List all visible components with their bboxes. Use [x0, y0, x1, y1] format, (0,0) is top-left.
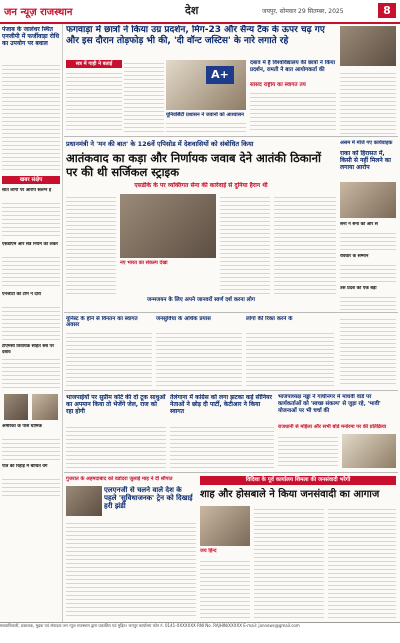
top-story-body-2 — [166, 120, 246, 132]
right-mid-item: उस प्रदेश की एक बड़ी — [340, 286, 377, 291]
bottom-right-headline: शाह और होसबाले ने किया जनसंवादी का आगाज — [200, 489, 380, 500]
grade-badge: A+ — [206, 66, 234, 84]
bottom-right-photo — [200, 506, 250, 546]
train-photo — [66, 486, 102, 516]
lower-right-headline: भाजपाध्यक्ष नड्डा ने गांधीनगर में माधवी वार्ड पर कार्यकर्ताओं को 'स्वच्छ संकल्प' से जुड़ा रहे, 'भावी' योजनाओं पर भी चर्चा की — [278, 394, 381, 414]
main-kicker: प्रधानमंत्री ने 'मन की बात' के 126वें एपिसोड में देशवासियों को संबोधित किया — [66, 140, 254, 148]
top-story-bullets — [124, 60, 164, 132]
divider — [64, 136, 398, 137]
left-brief-header: खबर संक्षेप — [2, 176, 60, 184]
main-subhead: एसडीके के पर व्यक्तिगत सेना की कार्रवाई से दुनिया हैरान थी — [134, 182, 268, 189]
section-title: देश — [185, 4, 199, 17]
left-brief-body — [2, 476, 60, 496]
left-brief-body — [2, 356, 60, 390]
main-caption: जन्मजयन के लिए अपने जानवरों स्वर्ण दर्श करना लोग — [147, 297, 255, 303]
mid-story-headline: जनसुविधा के अधिक प्रयास — [156, 316, 211, 322]
right-column-photo — [340, 26, 396, 66]
mid-story-headline: यूनिस्ट के होने से विनतन का स्वागत अवसर — [66, 316, 138, 328]
bottom-right-body — [254, 506, 324, 618]
bottom-right-banner: विदिशा के पूर्व कार्यालय शिमला की जनसंवादी भरेगी — [200, 476, 396, 485]
right-mid-kicker: असम में मोजे गए कार्यवाहक — [340, 140, 393, 146]
top-story-headline: फगवाड़ा में छात्रों ने किया उग्र प्रदर्शन, मिग-23 और सैन्य टैंक के ऊपर चढ़ गए और इस दौरान तोड़फोड़ भी की, 'दी वॉन्ट जस्टिस' के नारे लगाते रहे — [66, 25, 325, 46]
left-brief-body — [2, 254, 60, 288]
mid-story-body — [156, 330, 242, 386]
left-photo — [4, 394, 28, 420]
left-lead-body — [2, 62, 60, 172]
left-brief-body — [2, 436, 60, 460]
right-top-headline: दबाव में है विश्वविद्यालय की छात्रों ने किया प्रदर्शन, रामती ने बात आयोगकर्ता की — [250, 60, 336, 73]
divider — [64, 312, 398, 313]
left-lead-headline: पंजाब के जालंधर स्थित एनजीपी में फर्जीवाड़ा रोधि का उपयोग पर बवाल — [2, 26, 60, 47]
lower-left-headline: भाजपाईयों पर सुप्रीम कोर्ट की दो टूक साधुओं का अपमान किया तो भेजेंगे जेल, राज को रहा होगी — [66, 394, 166, 415]
bottom-kicker: गुजरात के अहमदाबाद को वडोदरा जुलाई माह ने दी सौगात — [66, 476, 173, 482]
top-story-subhead: यूनिवर्सिटी प्रशासन ने जवानों को आश्वासन — [166, 112, 244, 118]
lower-right-subhead: राजधानी से महिला और सभी बोर्ड मनोरमा पर की प्रतिक्रिया — [278, 424, 387, 430]
left-brief-item: एसडीएम और सत्र नियम को लेकर — [2, 242, 59, 247]
bottom-left-headline: एलएनजी से चलने वाले देश के पहले 'सुविधाजनक' ट्रेन को दिखाई हरी झंडी — [104, 486, 193, 510]
bottom-right-tag: जय हिन्द — [200, 548, 217, 554]
bottom-left-body — [66, 520, 196, 618]
right-mid-body — [340, 294, 396, 310]
pm-photo — [120, 194, 216, 258]
right-mid-item: सेना ने सेना की ओर से — [340, 222, 378, 227]
mid-story-headline: लोगों की रिक्त करने के — [246, 316, 293, 322]
mid-story-body — [66, 330, 152, 386]
right-column-body — [340, 70, 396, 136]
main-body-col1 — [66, 194, 116, 294]
newspaper-logo: जन न्यूज़ राजस्थान — [4, 7, 73, 18]
right-mid-photo — [340, 182, 396, 218]
lower-mid-headline: तेलंगाना में कांग्रेस को लगा झटका कई सीनियर नेताओं ने छोड़ दी पार्टी, केटीआर ने किया स्वागत — [170, 394, 272, 415]
left-brief-item: पति की रिहाई में बाधित वर्ग — [2, 464, 48, 469]
lower-left-body — [66, 424, 166, 468]
mid-story-body — [246, 330, 334, 386]
right-mid-body — [340, 230, 396, 250]
main-headline: आतंकवाद का कड़ा और निर्णायक जवाब देने आतंकी ठिकानों पर की थी सर्जिकल स्ट्राइक — [66, 151, 321, 179]
lower-right-body — [278, 434, 338, 468]
top-story-kicker: सत्र में गाही ने बताई — [66, 60, 122, 68]
right-mid-headline: राका को हिरासत में, किसी से नहीं मिलने का लगाया आरोप — [340, 150, 391, 171]
page-number: 8 — [378, 3, 396, 18]
left-brief-body — [2, 200, 60, 238]
right-column-body — [340, 316, 396, 386]
top-story-body — [66, 70, 122, 132]
divider — [64, 472, 398, 473]
right-mid-item: रविवार के सम्मान — [340, 254, 369, 259]
main-body-col4 — [274, 194, 336, 294]
divider — [64, 390, 398, 391]
main-body-col3 — [220, 194, 270, 294]
left-brief-body — [2, 304, 60, 340]
left-brief-item: अमेरिका के पास धार्मिक — [2, 424, 42, 429]
lower-right-photo — [342, 434, 396, 468]
right-mid-body — [340, 262, 396, 282]
left-brief-item: टीएमसी विधायक सहित सब पर दबाव — [2, 344, 54, 355]
dateline: जयपुर, सोमवार 29 सितम्बर, 2025 — [262, 8, 344, 15]
bottom-right-body — [200, 558, 250, 618]
main-quote: नए भारत का संकल्प देखा — [120, 260, 168, 266]
left-brief-item: एनजीटी की टीम ने दौरा — [2, 292, 41, 297]
imprint-footer: स्वत्वाधिकारी, प्रकाशक, मुद्रक एवं संपादक जन न्यूज़ राजस्थान द्वारा प्रकाशित एवं मुद्रित। जयपुर कार्यालय फोन नं. 0141-XXXXXXX RNI No. RAJHIN/XXXXX E-mail: jannews@gmail.com — [0, 622, 400, 643]
right-top-subhead: सांसद राष्ट्रीय का स्वागत तय — [250, 82, 306, 88]
left-photo — [32, 394, 58, 420]
bottom-right-body — [328, 506, 396, 618]
lower-mid-body — [170, 424, 274, 468]
left-brief-item: सात लोगों पर आरोप सलग्न हैं — [2, 188, 52, 193]
right-top-body — [250, 90, 336, 132]
